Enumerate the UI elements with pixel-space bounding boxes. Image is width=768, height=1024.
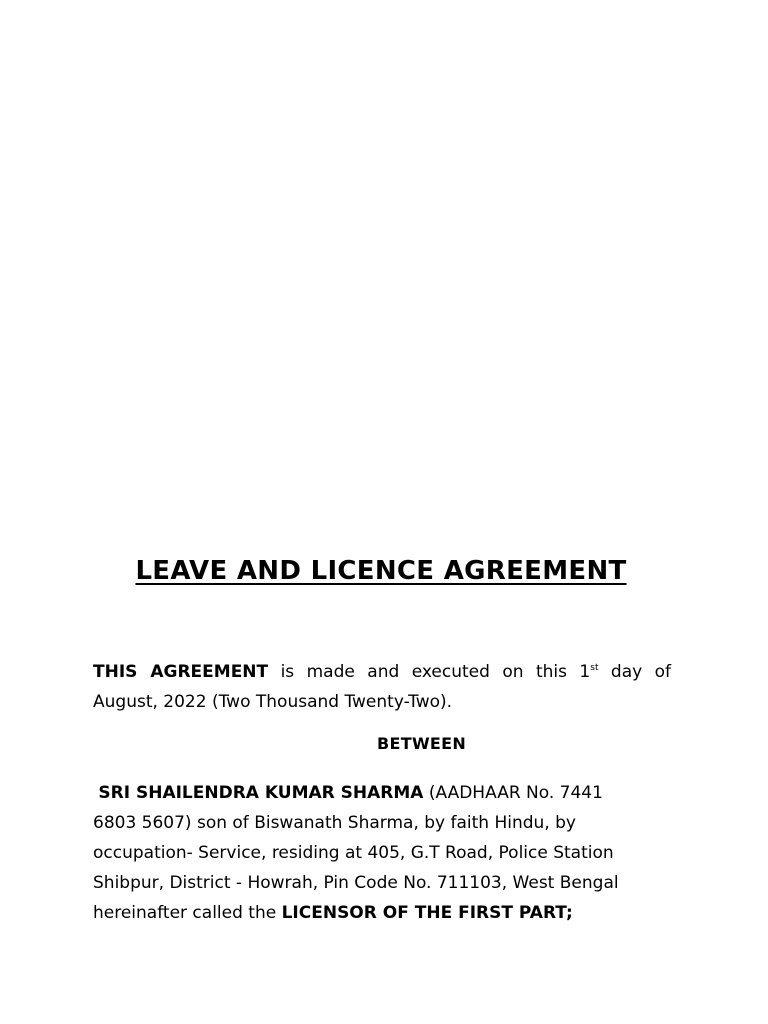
between-heading: BETWEEN <box>377 734 467 753</box>
party1-line1-rest: (AADHAAR No. 7441 <box>423 783 603 803</box>
ordinal-suffix: st <box>590 663 599 673</box>
party1-role: LICENSOR OF THE FIRST PART; <box>281 903 573 923</box>
party1-line-5 <box>93 898 693 928</box>
intro-text-b: day of <box>598 662 672 682</box>
intro-lead-bold: THIS AGREEMENT <box>93 662 269 682</box>
party1-line-4: Shibpur, District - Howrah, Pin Code No. 711103, West Bengal <box>93 873 619 893</box>
intro-line-1 <box>93 657 671 687</box>
intro-paragraph <box>93 657 671 717</box>
party1-line-1 <box>93 778 693 808</box>
document-title: LEAVE AND LICENCE AGREEMENT <box>135 556 627 586</box>
intro-text-a: is made and executed on this 1 <box>268 662 591 682</box>
party1-line-2: 6803 5607) son of Biswanath Sharma, by faith Hindu, by <box>93 813 576 833</box>
party1-name: SRI SHAILENDRA KUMAR SHARMA <box>98 783 424 803</box>
intro-line-2: August, 2022 (Two Thousand Twenty-Two). <box>93 692 453 712</box>
party1-line5-text: hereinafter called the <box>93 903 282 923</box>
party1-paragraph <box>93 778 693 928</box>
party1-line-3: occupation- Service, residing at 405, G.T Road, Police Station <box>93 843 614 863</box>
